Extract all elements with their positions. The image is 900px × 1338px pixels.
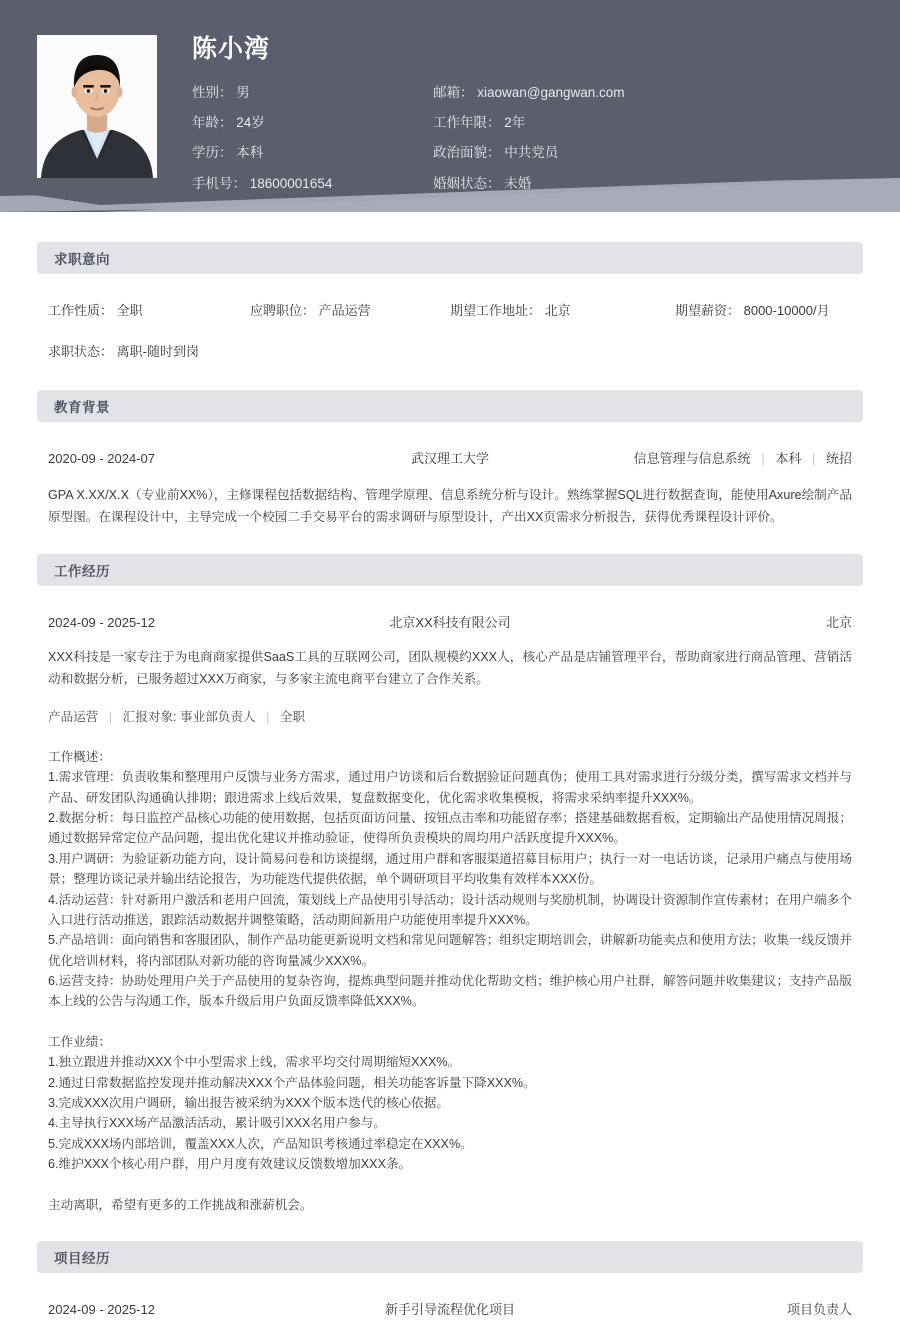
work-date: 2024-09 - 2025-12 xyxy=(48,615,155,631)
section-header-project xyxy=(37,1241,863,1273)
work-achievement-item-2: 2.通过日常数据监控发现并推动解决XXX个产品体验问题，相关功能客诉量下降XXX%。 xyxy=(48,1075,536,1090)
candidate-name: 陈小湾 xyxy=(192,35,271,63)
header-text-block xyxy=(192,35,625,193)
project-body xyxy=(0,1299,900,1318)
work-report-to: 汇报对象: 事业部负责人 xyxy=(122,709,256,724)
info-gender: 性别： 男 xyxy=(192,85,250,100)
work-body xyxy=(0,612,900,1215)
profile-photo-image xyxy=(37,35,157,178)
work-overview-item-4: 4.活动运营：针对新用户激活和老用户回流，策划线上产品使用引导活动；设计活动规则与奖励机制，协调设计资源制作宣传素材；在用户端多个入口进行活动推送，跟踪活动数据并调整策略，活动期间新用户功能使用率提升XXX%。 xyxy=(48,892,852,927)
work-company-intro: XXX科技是一家专注于为电商商家提供SaaS工具的互联网公司，团队规模约XXX人，核心产品是店铺管理平台，帮助商家进行商品管理、营销活动和数据分析，已服务超过XXX万商家，与多家主流电商平台建立了合作关系。 xyxy=(48,650,852,686)
work-meta-row xyxy=(48,612,852,631)
work-overview-item-2: 2.数据分析：每日监控产品核心功能的使用数据，包括页面访问量、按钮点击率和功能留存率；搭建基础数据看板，定期输出产品使用情况周报；通过数据异常定位产品问题，提出优化建议并推动验证，使得所负责模块的周均用户活跃度提升XXX%。 xyxy=(48,810,852,846)
education-meta-row xyxy=(48,448,852,467)
info-email: 邮箱： xiaowan@gangwan.com xyxy=(433,85,625,100)
info-education: 学历： 本科 xyxy=(192,145,264,161)
personal-info-grid xyxy=(192,84,625,193)
section-title: 求职意向 xyxy=(54,252,110,267)
project-date: 2024-09 - 2025-12 xyxy=(48,1301,155,1317)
education-date: 2020-09 - 2024-07 xyxy=(48,451,155,466)
info-phone: 手机号： 18600001654 xyxy=(192,175,333,191)
separator-icon: | xyxy=(266,709,270,724)
job-intention-fields xyxy=(48,300,852,319)
work-overview-item-5: 5.产品培训：面向销售和客服团队，制作产品功能更新说明文档和常见问题解答；组织定期培训会，讲解新功能卖点和使用方法；收集一线反馈并优化培训材料，将内部团队对新功能的咨询量减少XXX%。 xyxy=(48,933,852,968)
resume-header xyxy=(0,0,900,212)
field-location: 期望工作地址： 北京 xyxy=(450,303,571,318)
field-position: 应聘职位： 产品运营 xyxy=(250,303,371,318)
field-salary: 期望薪资： 8000-10000/月 xyxy=(675,303,830,318)
education-body xyxy=(0,448,900,528)
work-achievement-item-6: 6.维护XXX个核心用户群，用户月度有效建议反馈数增加XXX条。 xyxy=(48,1157,412,1172)
info-experience: 工作年限： 2年 xyxy=(433,115,526,131)
section-title: 教育背景 xyxy=(54,400,110,415)
info-age: 年龄： 24岁 xyxy=(192,115,265,131)
work-location: 北京 xyxy=(825,615,852,631)
project-role: 项目负责人 xyxy=(786,1301,852,1317)
work-job-type: 全职 xyxy=(279,709,306,724)
info-marital: 婚姻状态： 未婚 xyxy=(433,175,532,191)
work-overview-title: 工作概述： xyxy=(48,749,111,764)
profile-photo xyxy=(37,35,157,178)
education-degree-info xyxy=(587,448,852,467)
section-header-education xyxy=(37,390,863,422)
work-position-row xyxy=(48,707,852,727)
work-overview-item-6: 6.运营支持：协助处理用户关于产品使用的复杂咨询，提炼典型问题并推动优化帮助文档；维护核心用户社群，解答问题并收集建议；支持产品版本上线的公告与沟通工作，版本升级后用户负面反馈率降低XXX%。 xyxy=(48,974,852,1009)
education-description: GPA X.XX/X.X（专业前XX%），主修课程包括数据结构、管理学原理、信息系统分析与设计。熟练掌握SQL进行数据查询，能使用Axure绘制产品原型图。在课程设计中，主导完成一个校园二手交易平台的需求调研与原型设计，产出XX页需求分析报告，获得优秀课程设计评价。 xyxy=(48,488,852,524)
separator-icon: | xyxy=(811,451,816,466)
education-school: 武汉理工大学 xyxy=(410,451,489,466)
field-job-type: 工作性质： 全职 xyxy=(48,303,143,318)
work-achievement-item-3: 3.完成XXX次用户调研，输出报告被采纳为XXX个版本迭代的核心依据。 xyxy=(48,1096,449,1111)
work-overview-item-3: 3.用户调研：为验证新功能方向，设计简易问卷和访谈提纲，通过用户群和客服渠道招募目标用户；执行一对一电话访谈，记录用户痛点与使用场景；整理访谈记录并输出结论报告，为功能迭代提供依据，单个调研项目平均收集有效样本XXX份。 xyxy=(48,851,852,887)
education-admission: 统招 xyxy=(825,451,852,466)
education-major: 信息管理与信息系统 xyxy=(633,451,751,466)
project-name: 新手引导流程优化项目 xyxy=(384,1301,515,1317)
section-header-work xyxy=(37,554,863,586)
project-meta-row xyxy=(48,1299,852,1318)
info-political: 政治面貌： 中共党员 xyxy=(433,145,559,161)
section-title: 项目经历 xyxy=(54,1250,110,1266)
work-overview-item-1: 1.需求管理：负责收集和整理用户反馈与业务方需求，通过用户访谈和后台数据验证问题真伪；使用工具对需求进行分级分类，撰写需求文档并与产品、研发团队沟通确认排期；跟进需求上线后效果，复盘数据变化，优化需求收集模板，将需求采纳率提升XXX%。 xyxy=(48,770,852,805)
education-level: 本科 xyxy=(775,451,802,466)
separator-icon: | xyxy=(761,451,765,466)
work-company: 北京XX科技有限公司 xyxy=(389,615,511,631)
job-intention-body xyxy=(0,300,900,360)
work-achievement-item-5: 5.完成XXX场内部培训，覆盖XXX人次，产品知识考核通过率稳定在XXX%。 xyxy=(48,1136,473,1151)
section-title: 工作经历 xyxy=(54,564,110,580)
field-job-status: 求职状态： 离职-随时到岗 xyxy=(48,344,199,359)
section-header-job-intention xyxy=(37,242,863,274)
work-achievement-item-1: 1.独立跟进并推动XXX个中小型需求上线，需求平均交付周期缩短XXX%。 xyxy=(48,1055,461,1070)
work-achievement-item-4: 4.主导执行XXX场产品激活活动，累计吸引XXX名用户参与。 xyxy=(48,1116,386,1131)
work-leave-reason: 主动离职，希望有更多的工作挑战和涨薪机会。 xyxy=(48,1197,313,1212)
separator-icon: | xyxy=(108,709,113,724)
work-achievements-title: 工作业绩： xyxy=(48,1034,111,1049)
work-position: 产品运营 xyxy=(48,709,99,724)
